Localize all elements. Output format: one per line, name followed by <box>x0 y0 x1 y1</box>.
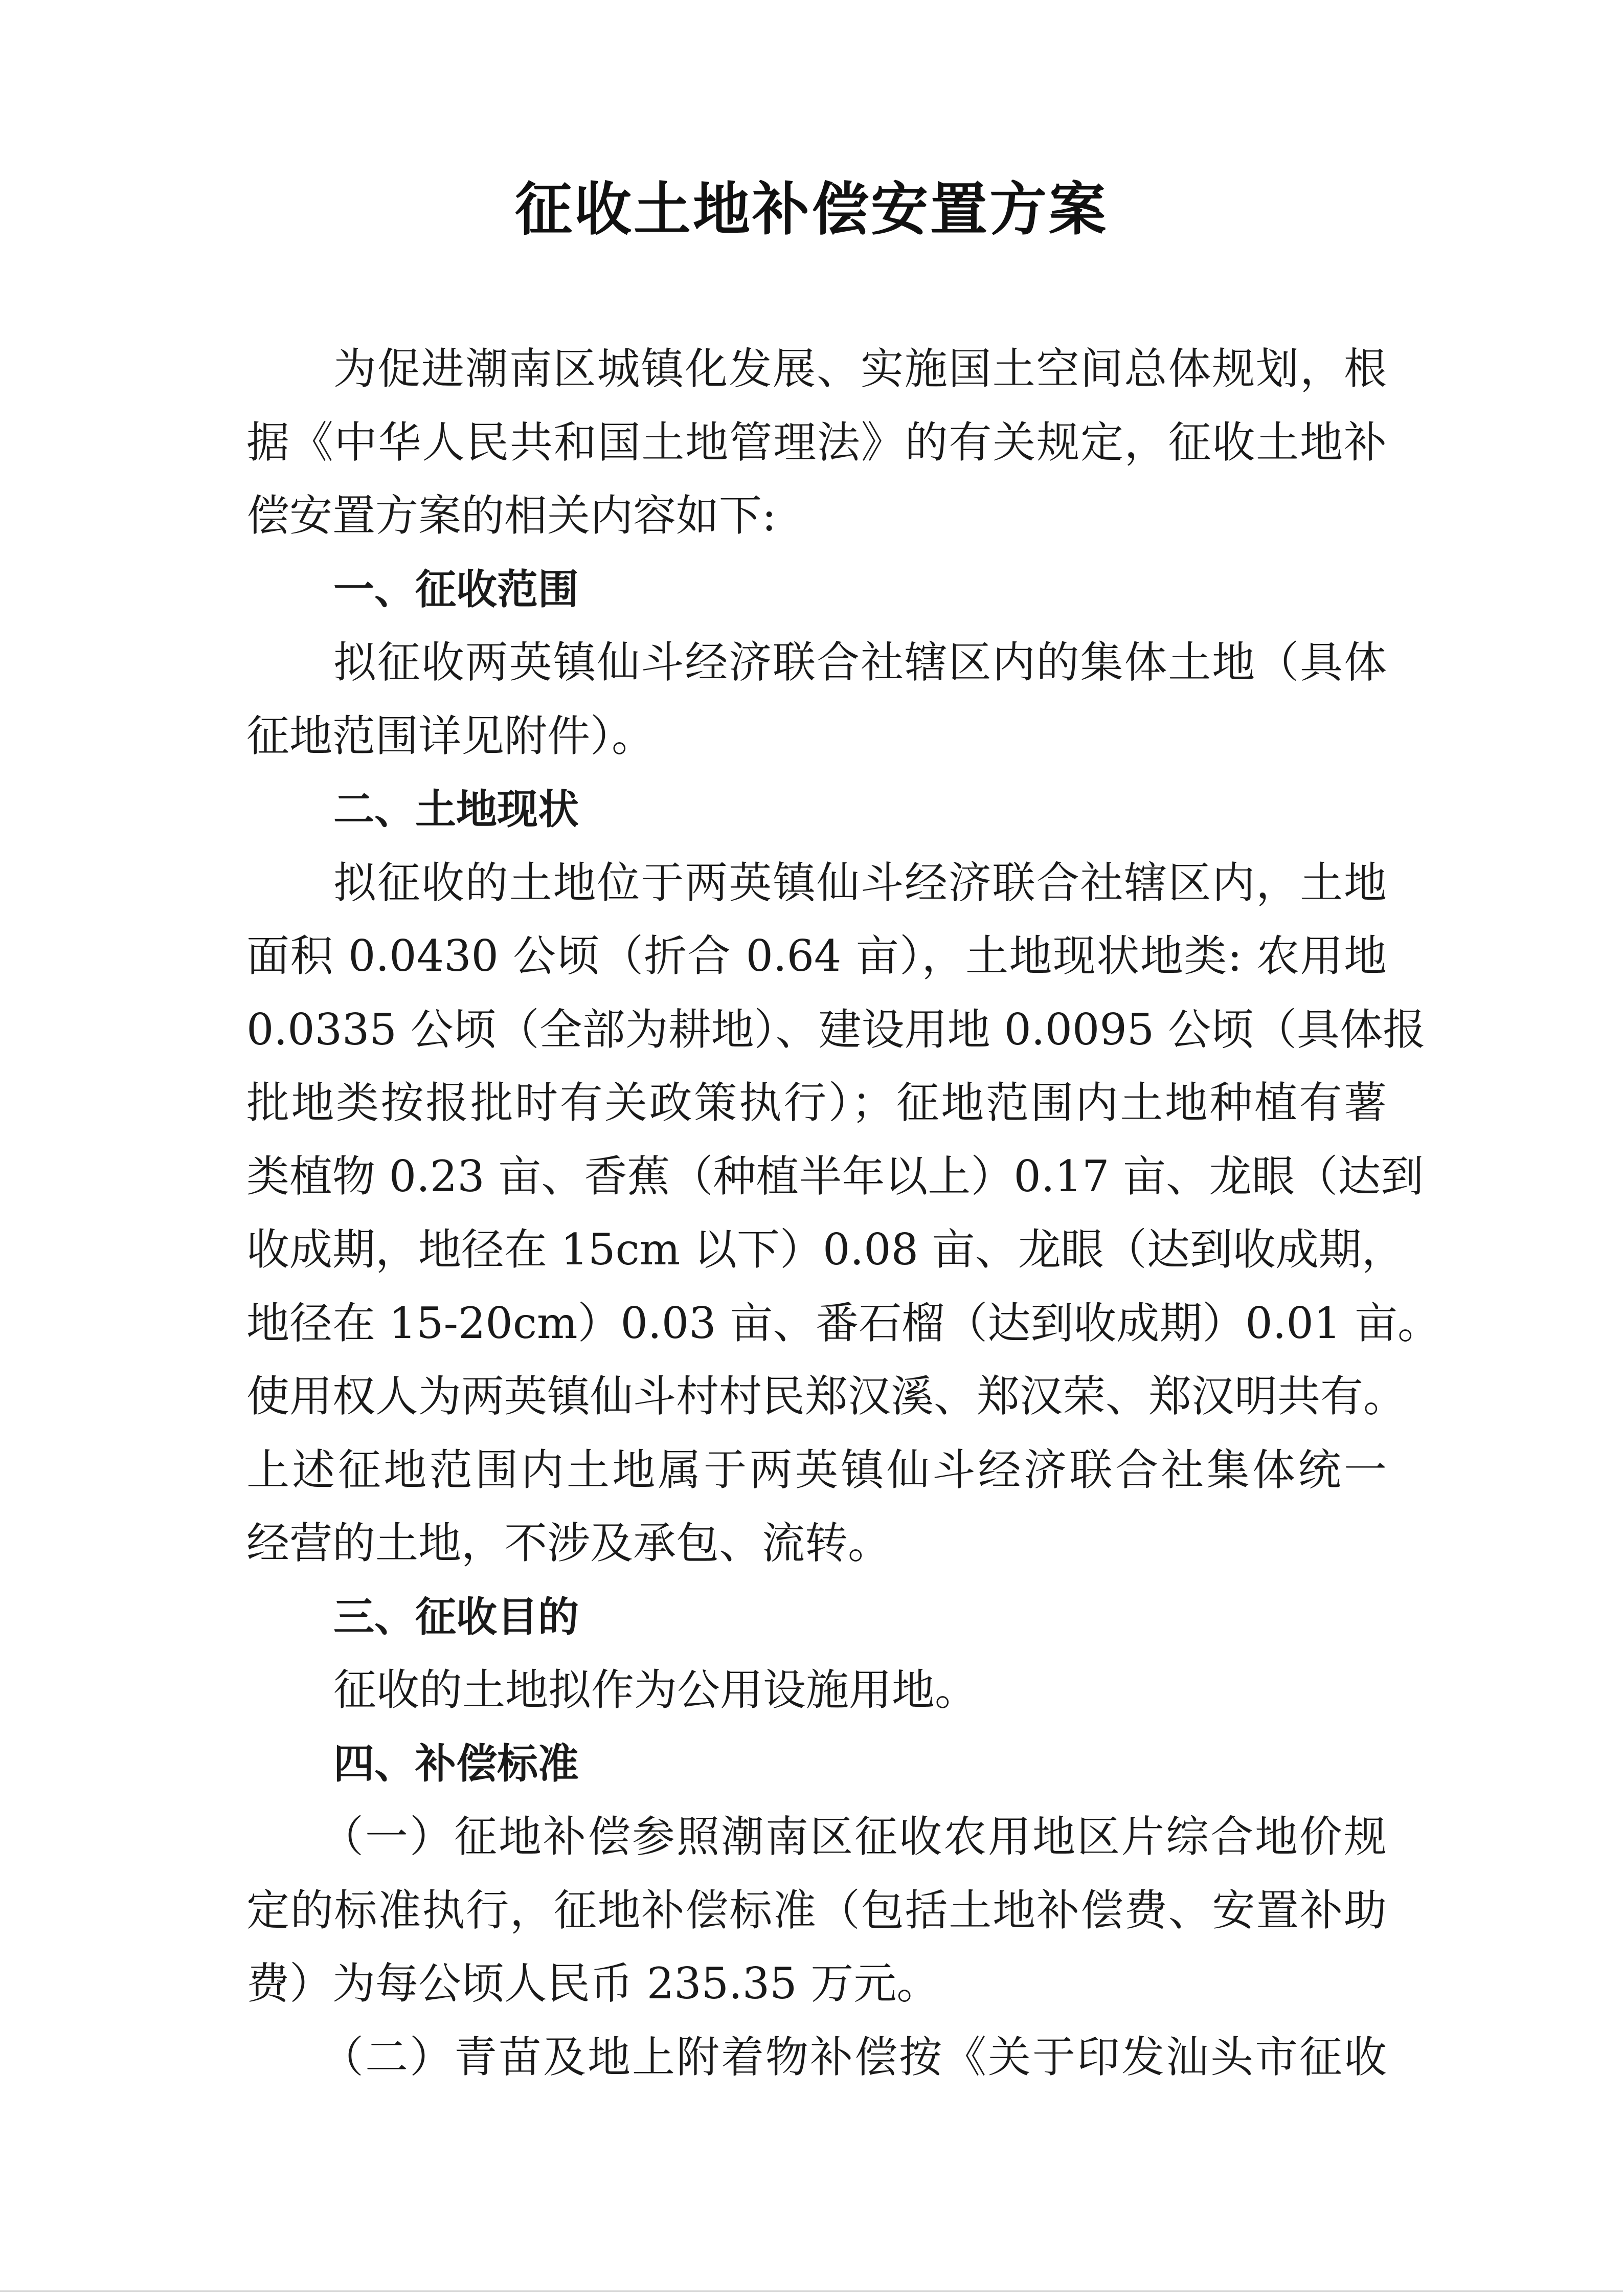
paragraph-line: 征收的土地拟作为公用设施用地。 <box>333 1665 978 1715</box>
paragraph-line: 拟征收的土地位于两英镇仙斗经济联合社辖区内，土地 <box>333 857 1387 908</box>
paragraph-line: 为促进潮南区城镇化发展、实施国土空间总体规划，根 <box>333 344 1387 394</box>
section-heading: 三、征收目的 <box>333 1593 579 1641</box>
paragraph-line: 费）为每公顷人民币 235.35 万元。 <box>246 1958 940 2009</box>
paragraph-line: 收成期，地径在 15cm 以下）0.08 亩、龙眼（达到收成期， <box>246 1224 1405 1275</box>
paragraph-line: 使用权人为两英镇仙斗村村民郑汉溪、郑汉荣、郑汉明共有。 <box>246 1371 1407 1421</box>
section-heading: 一、征收范围 <box>333 565 579 613</box>
paragraph-line: 拟征收两英镇仙斗经济联合社辖区内的集体土地（具体 <box>333 637 1387 687</box>
section-heading: 四、补偿标准 <box>333 1740 579 1788</box>
section-heading: 二、土地现状 <box>333 786 579 833</box>
paragraph-line: 地径在 15-20cm）0.03 亩、番石榴（达到收成期）0.01 亩。 <box>246 1298 1441 1348</box>
paragraph-line: （二）青苗及地上附着物补偿按《关于印发汕头市征收 <box>321 2032 1387 2082</box>
scan-edge-line <box>0 2290 1623 2292</box>
paragraph-line: 定的标准执行，征地补偿标准（包括土地补偿费、安置补助 <box>246 1885 1387 1935</box>
document-body <box>246 332 1441 2094</box>
paragraph-line: 0.0335 公顷（全部为耕地）、建设用地 0.0095 公顷（具体报 <box>246 1004 1426 1055</box>
paragraph-line: 批地类按报批时有关政策执行）；征地范围内土地种植有薯 <box>246 1078 1387 1128</box>
paragraph-line: 征地范围详见附件）。 <box>246 710 655 761</box>
document-title: 征收土地补偿安置方案 <box>515 176 1108 243</box>
paragraph-line: 据《中华人民共和国土地管理法》的有关规定，征收土地补 <box>246 417 1387 467</box>
paragraph-line: 上述征地范围内土地属于两英镇仙斗经济联合社集体统一 <box>246 1444 1387 1495</box>
paragraph-line: 偿安置方案的相关内容如下: <box>246 491 777 541</box>
paragraph-line: 类植物 0.23 亩、香蕉（种植半年以上）0.17 亩、龙眼（达到 <box>246 1151 1424 1201</box>
paragraph-line: 经营的土地，不涉及承包、流转。 <box>246 1518 891 1568</box>
paragraph-line: （一）征地补偿参照潮南区征收农用地区片综合地价规 <box>321 1812 1387 1862</box>
paragraph-line: 面积 0.0430 公顷（折合 0.64 亩），土地现状地类: 农用地 <box>246 931 1387 981</box>
